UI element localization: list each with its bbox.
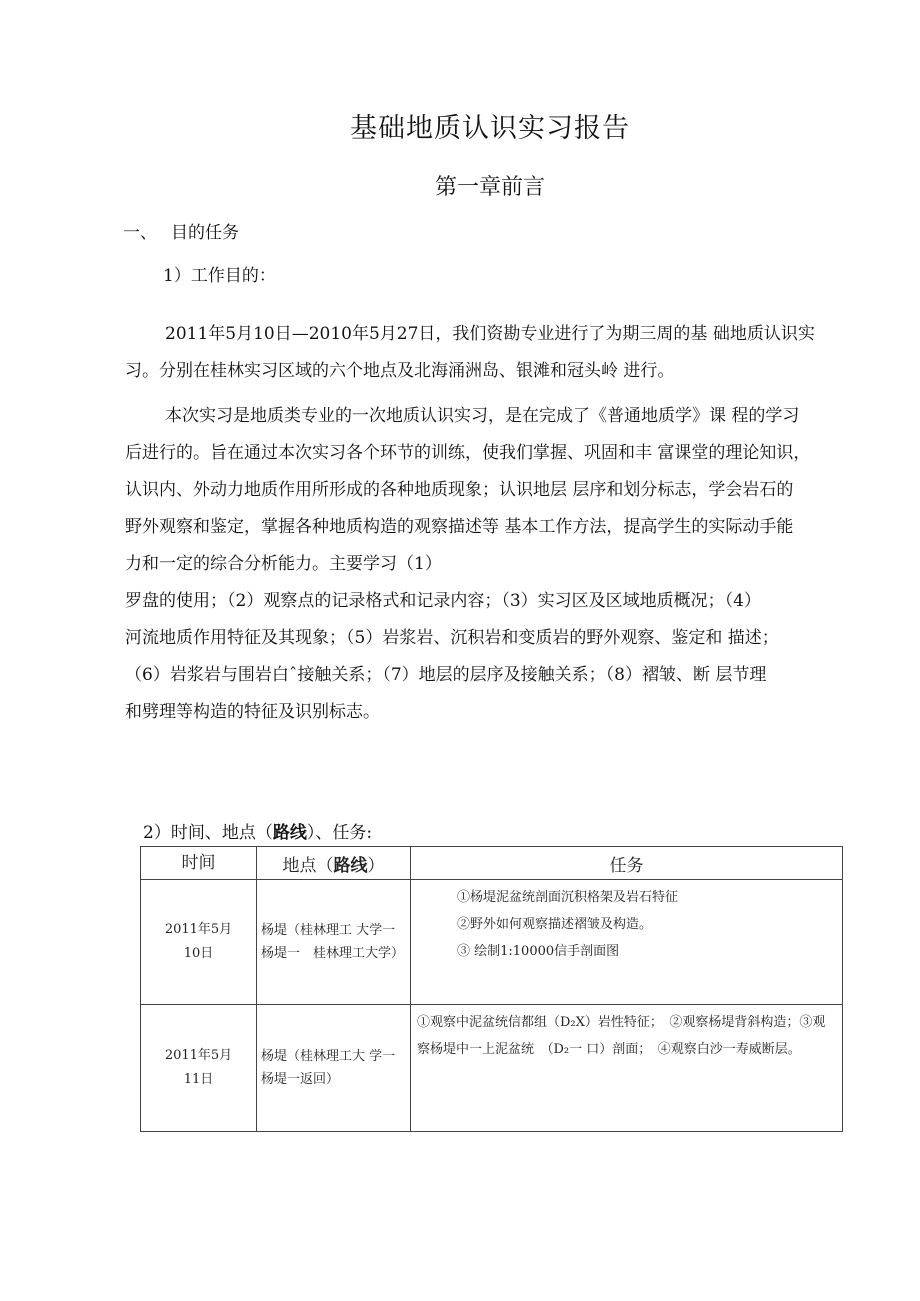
- cell-time: [141, 1005, 257, 1132]
- table-header-row: [141, 847, 843, 880]
- subsection-heading-2: [143, 818, 372, 843]
- chapter-heading: 第一章前言: [434, 175, 545, 200]
- subsection-heading-1: 1）工作目的：: [163, 266, 276, 286]
- header-place: [257, 847, 411, 880]
- paragraph-line: 习。分别在桂林实习区域的六个地点及北海涌洲岛、银滩和冠头岭 进行。: [125, 361, 675, 381]
- section-heading: [123, 218, 239, 243]
- time-line: 10日: [183, 946, 214, 961]
- cell-place: 杨堤（桂林理工 大学一杨堤一 桂林理工大学）: [257, 880, 411, 1005]
- paragraph-line: 野外观察和鉴定，掌握各种地质构造的观察描述等 基本工作方法，提高学生的实际动手能: [125, 517, 794, 537]
- subsection-prefix: 2）时间、地点（: [143, 823, 273, 843]
- subsection-suffix: ）、任务:: [306, 823, 373, 843]
- table-row: [141, 1005, 843, 1132]
- paragraph-line: （6）岩浆岩与围岩白ˆ接触关系；（7）地层的层序及接触关系；（8）褶皱、断 层节理: [125, 665, 767, 685]
- paragraph-line: 2011年5月10日—2010年5月27日，我们资勘专业进行了为期三周的基 础地质认识实: [165, 324, 815, 344]
- header-time: 时间: [141, 847, 257, 880]
- paragraph-line-text: 力和一定的综合分析能力。主要学习: [125, 554, 397, 574]
- schedule-table: [140, 846, 843, 1132]
- section-label: 目的任务: [171, 223, 239, 243]
- list-item: ③ 绘制1:10000信手剖面图: [457, 944, 620, 959]
- paragraph-line: 后进行的。旨在通过本次实习各个环节的训练，使我们掌握、巩固和丰 富课堂的理论知识，: [125, 443, 811, 463]
- time-line: 2011年5月: [164, 1048, 233, 1063]
- header-place-prefix: 地点（: [282, 855, 334, 876]
- table-row: [141, 880, 843, 1005]
- paragraph-line: 认识内、外动力地质作用所形成的各种地质现象；认识地层 层序和划分标志，学会岩石的: [125, 480, 794, 500]
- paragraph-line: 和劈理等构造的特征及识别标志。: [125, 702, 380, 722]
- cell-task: [411, 880, 843, 1005]
- cell-place: 杨堤（桂林理工大 学一杨堤一返回）: [257, 1005, 411, 1132]
- paragraph-line: 罗盘的使用；（2）观察点的记录格式和记录内容；（3）实习区及区域地质概况；（4）: [125, 591, 761, 611]
- task-list: [417, 884, 836, 965]
- list-item: ②野外如何观察描述褶皱及构造。: [457, 917, 653, 932]
- section-number: 一、: [123, 223, 157, 243]
- document-title: 基础地质认识实习报告: [350, 113, 630, 144]
- paragraph-line: [125, 546, 870, 583]
- header-place-suffix: ）: [367, 855, 385, 876]
- subsection-bold: 路线: [272, 823, 307, 843]
- paragraph-1: [125, 316, 870, 390]
- time-line: 11日: [183, 1072, 214, 1087]
- header-task: 任务: [411, 847, 843, 880]
- cell-task: ①观察中泥盆统信都组（D₂X）岩性特征； ②观察杨堤背斜构造；③观察杨堤中一上泥盆统 （D₂一 口）剖面； ④观察白沙一寿威断层。: [411, 1005, 843, 1132]
- list-number: （1）: [397, 554, 442, 574]
- paragraph-line: 本次实习是地质类专业的一次地质认识实习，是在完成了《普通地质学》课 程的学习: [165, 406, 800, 426]
- paragraph-2: [125, 398, 870, 731]
- header-place-bold: 路线: [333, 855, 368, 876]
- cell-time: [141, 880, 257, 1005]
- paragraph-line: 河流地质作用特征及其现象；（5）岩浆岩、沉积岩和变质岩的野外观察、鉴定和 描述；: [125, 628, 779, 648]
- list-item: ①杨堤泥盆统剖面沉积格架及岩石特征: [457, 890, 679, 905]
- time-line: 2011年5月: [164, 922, 233, 937]
